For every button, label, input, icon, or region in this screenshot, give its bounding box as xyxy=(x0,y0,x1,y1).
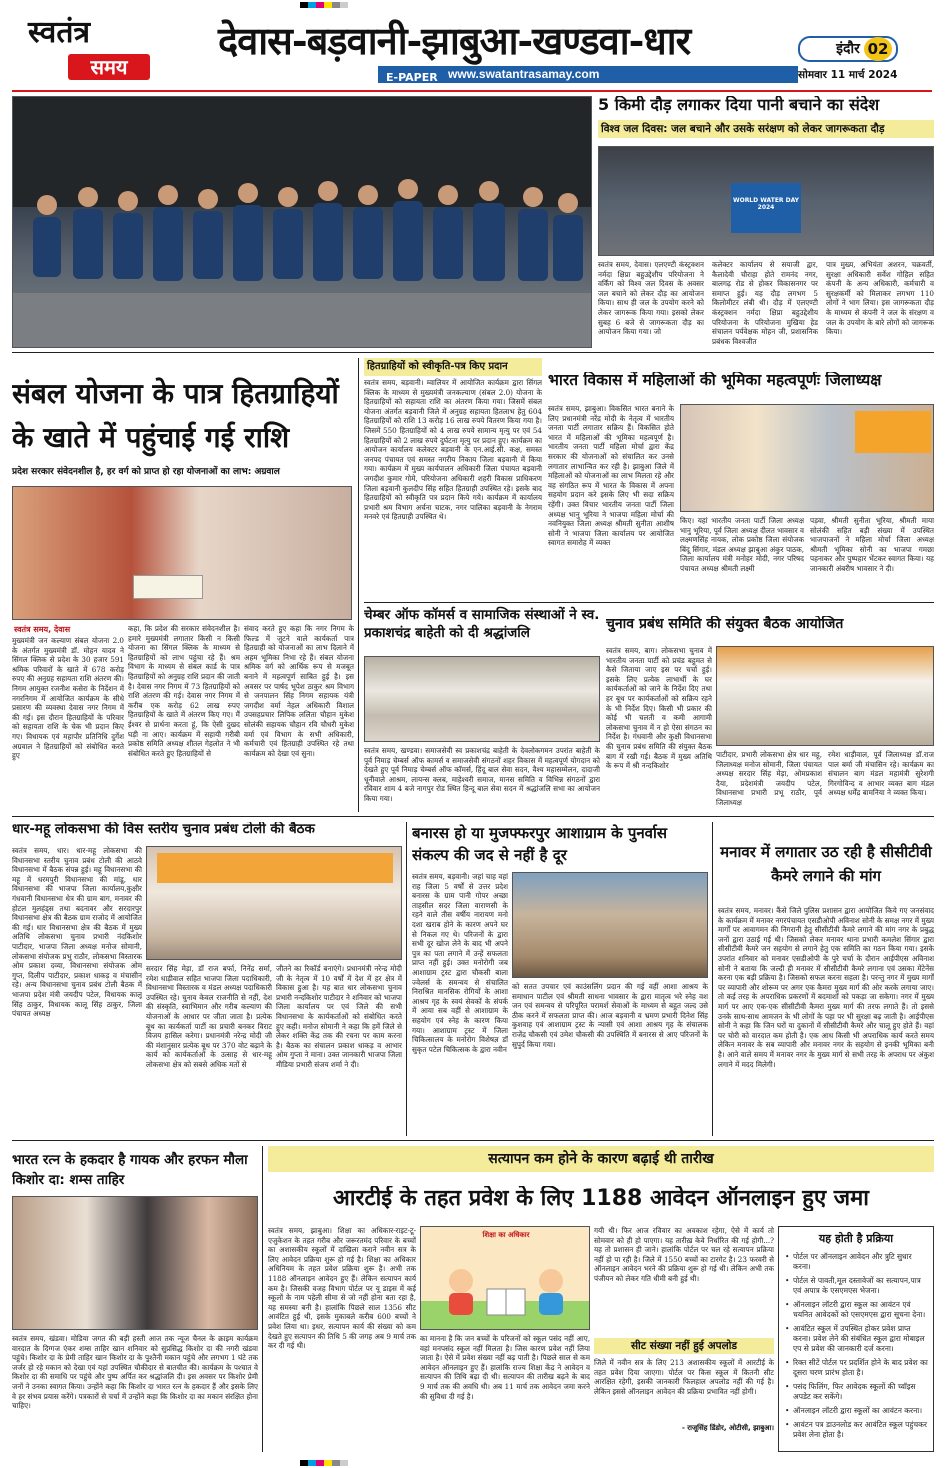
sidebar-item: • पोर्टल पर ऑनलाइन आवेदन और त्रुटि सुधार करना। xyxy=(783,1252,929,1272)
sambal-subhead: प्रदेश सरकार संवेदनशील है, हर वर्ग को प्राप्त हो रहा योजनाओं का लाभ: अग्रवाल xyxy=(12,467,280,477)
women-body-col1: स्वतंत्र समय, झाबुआ। विकसित भारत बनाने के लिए प्रधानमंत्री नरेंद्र मोदी के नेतृत्व में भारतीय जनता पार्टी लगातार सक्रिय हैं। विकसित होते भारत में महिलाओं की भूमिका महत्वपूर्ण है। भारतीय जनता पार्टी महिला मोर्चा द्वारा केंद्र सरकार की योजनाओं को संचालित कर उनसे लगातार लाभान्वित कर रही है। झाबुआ जिले में महिलाओं को योजनाओं का लाभ मिलता रहे और वह संगठित रूप में भारत के विकास में अपना सहयोग प्रदान करे इसके लिए भी सदा सक्रिय रहेंगी। उक्त विचार भारतीय जनता पार्टी जिला अध्यक्ष भानु भूरिया ने भाजपा महिला मोर्चा की नवनियुक्त जिला अध्यक्ष श्रीमती सुनीता आशीष सोनी ने भाजपा जिला कार्यालय पर आयोजित स्वागत समारोह में व्यक्त xyxy=(548,404,674,548)
bharat-ratna-body: स्वतंत्र समय, खंडवा। मोडिया जगत की बड़ी हस्ती आज तक न्यूज चैनल के क्राइम कार्यक्रम वारदात के दिग्गज एंकर शम्स ताहिर खान शनिवार को सुप्रसिद्ध किशोर दा की नगरी खंडवा पहुंचे। किशोर दा के प्रेमी ताहिर खान किशोर दा के पुश्तैनी मकान पहुंचे और लगभग 1 घंटे तक जर्जर हो रहे मकान को देखा एवं यहां उपस्थित चौकीदार से बातचीत की। कार्यक्रम के पश्चात वे किशोर दा की समाधि पर पहुंचे और पुष्प अर्पित कर श्रद्धांजलि दी। इस अवसर पर किशोर प्रेमी जनों ने उनका स्वागत किया। उन्होंने कहा कि किशोर दा भारत रत्न के हकदार हैं और इसके लिए वे हर संभव प्रयास करेंगे। पत्रकारों से चर्चा में उन्होंने कहा कि किशोर दा का मकान संरक्षित होना चाहिए। xyxy=(12,1334,258,1411)
photo-banaras-handover xyxy=(512,872,708,978)
sidebar-title: यह होती है प्रक्रिया xyxy=(818,1232,894,1245)
world-water-day-banner: WORLD WATER DAY 2024 xyxy=(731,183,801,233)
women-headline: भारत विकास में महिलाओं की भूमिका महत्वपूर्णः जिलाध्यक्ष xyxy=(548,372,882,389)
run-crowd-illustration xyxy=(13,97,592,348)
sidebar-item: • ऑनलाइन लॉटरी द्वारा स्कूल का आवंटन एवं चयनित आवेदकों को एसएमएस द्वारा सूचना देना। xyxy=(783,1300,929,1320)
banaras-body-col2: को सतत उपचार एवं काउंसलिंग प्रदान की गई वहीं आशा आश्रय के समाधान पाटील एवं श्रीमती साधना भावसार के द्वारा मातृत्व भरे स्नेह वश जन एवं समन्वय से परिपूरित परामर्श सेवाओं के माध्यम से बहुत जल्द उसे ठीक करने में सफलता प्राप्त की। आज बड़वानी व भ्रमण प्रभारी दिनेश सिंह कुशवाह एवं आशाग्राम ट्रस्ट के न्यासी एवं आशा आश्रय गृह के संचालक राजेंद्र चौकसी एवं उमेश चौकसी की उपस्थिति में बनारस से आए परिजनों के सुपुर्द किया गया। xyxy=(512,982,708,1049)
election-committee-body-col1: स्वतंत्र समय, बाग। लोकसभा चुनाव में भारतीय जनता पार्टी को प्रचंड बहुमत से कैसे जिताया जाए इस पर चर्चा हुई। इसके लिए प्रत्येक लाभार्थी के घर कार्यकर्ताओं को जाने के निर्देश दिए तथा हर बूथ पर कार्यकर्ताओं को सक्रिय रहने के भी निर्देश दिए। किसी भी प्रकार की कोई भी चलती व कमी आगामी लोकसभा चुनाव में न हो ऐसा संगठन का निर्देश है। गंधवानी और कुक्षी विधानसभा की चुनाव प्रबंध समिति की संयुक्त बैठक बाग में रखी गई। बैठक में मुख्य अतिथि के रूप में श्री नन्दकिशोर xyxy=(606,646,712,771)
masthead-divider xyxy=(12,90,932,92)
election-committee-body-col3: रमेश धाड़ीवाल, पूर्व जिलाध्यक्ष डॉ.राज पाल बर्मा जी मंचासिन रहे। कार्यक्रम का संचालन बाग मंडल महामंत्री सुरेशगी गिरगोविन्द व आभार व्यक्त बाग मंडल अध्यक्ष धर्मेंद्र बामनिया ने व्यक्त किया। xyxy=(828,750,934,798)
logo-bottom-text: समय xyxy=(68,54,150,80)
city-name: इंदौर xyxy=(836,41,860,57)
cheque-prop xyxy=(133,575,203,599)
water-day-body-col2: कलेक्टर कार्यालय से सयाजी द्वार, कैलादेवी चौराहा होते रामनंद नगर, बालगढ़ रोड से होकर विकासनगर पर समाप्त हुई। यह दौड़ लगभग 5 किलोमीटर लंबी थी। दौड़ में एलएण्टी कंस्ट्रक्शन नर्मदा क्षिप्रा बहुउद्देशीय परियोजना के परियोजना मुखिया हेड संचालन पर्यवेक्षक मोहन जी, प्रशासनिक प्रबंधक विश्वजीत xyxy=(712,260,818,346)
sidebar-item: • पोर्टल से पावती,मूल दस्तावेजों का सत्यापन,पात्र एवं अपात्र के एसएमएस भेजना। xyxy=(783,1276,929,1296)
sidebar-item: • ऑनलाइन लॉटरी द्वारा स्कूलों का आवंटन करना। xyxy=(783,1406,929,1416)
col-divider-1 xyxy=(358,358,359,812)
banaras-headline: बनारस हो या मुजफ्फरपुर आशाग्राम के पुनर्वास संकल्प की जद से नहीं है दूर xyxy=(412,824,668,864)
bjp-banner xyxy=(855,411,931,453)
chamber-body: स्वतंत्र समय, खण्डवा। समाजसेवी स्व प्रकाशचंद्र बाहेती के देवलोकगमन उपरांत बाहेती के पूर्व निमाड़ चेम्बर्स ऑफ कामर्स व समाजसेवी संगठनों शहर विकास में महत्वपूर्ण योगदान को देखते हुए पूर्व निमाड़ चेम्बर्स ऑफ कॉमर्स, हिंदू बाल सेवा सदन, वैश्य महासम्मेलन, दादाजी धूनीवाले आश्रम, लायन्स क्लब, माहेश्वरी समाज, मानस समिति व विभिन्न संगठनों द्वारा रविवार शाम 4 बजे नागपुर रोड स्थित हिन्दू बाल सेवा सदन में श्रद्धांजलि सभा का आयोजन किया गया। xyxy=(364,746,600,803)
chamber-headline: चेम्बर ऑफ कॉमर्स व सामाजिक संस्थाओं ने स्व. प्रकाशचंद्र बाहेती को दी श्रद्धांजलि xyxy=(364,607,600,641)
masthead xyxy=(0,0,945,92)
col-divider-3 xyxy=(712,822,713,1136)
photo-chamber-tribute xyxy=(364,656,600,742)
rte-kicker xyxy=(268,1146,934,1172)
section-rule-1 xyxy=(12,352,934,353)
page-number: 02 xyxy=(864,37,892,61)
region-title: देवास-बड़वानी-झाबुआ-खण्डवा-धार xyxy=(218,18,691,63)
water-day-body-col3: पात्र मुख्य, अभियंता अशरन, चक्रवर्ती, सुरक्षा अधिकारी सर्वेश गोहिल सहित कंपनी के अन्य अधिकारी, कर्मचारी व सुरक्षकर्मी को मिलाकर लगभग 110 लोगों ने भाग लिया। इस जागरूकता दौड़ के माध्यम से कंपनी ने जल के संरक्षण व जल के उपयोग के बारे लोगों को जागरूक किया। xyxy=(826,260,934,337)
certificate-headline: हितग्राहियों को स्वीकृति-पत्र किए प्रदान xyxy=(364,358,542,376)
water-day-headline: 5 किमी दौड़ लगाकर दिया पानी बचाने का संदेश xyxy=(598,96,880,114)
rte-process-sidebar xyxy=(778,1226,934,1452)
section-rule-3 xyxy=(12,816,934,817)
sidebar-item: • पसंद फिलिंग, फिर आवेदक स्कूलों की च्वॉइस अपडेट कर सकेंगे। xyxy=(783,1382,929,1402)
manawar-headline: मनावर में लगातार उठ रही है सीसीटीवी कैमरे लगाने की मांग xyxy=(720,843,932,885)
photo-bharat-ratna xyxy=(12,1196,258,1330)
edition-date: सोमवार 11 मार्च 2024 xyxy=(798,69,898,81)
banaras-body-col1: स्वतंत्र समय, बड़वानी। जहां चाह वहां राह जिला 5 वर्षों से उत्तर प्रदेश बनारस के ग्राम पानी गोपर अच्छा ताहसील सदर जिला वाराणसी के रहने वाले तीस वर्षीय नारायण मनो दशा खराब होने के कारण अपने घर से निकल गए थे। परिजनों के द्वारा सभी दूर खोज लेने के बाद भी अपने पुत्र का पता लगाने में उन्हें सफलता प्राप्त नहीं हुई। उक्त मनोरोगी जब आशाग्राम ट्रस्ट द्वारा चौकसी बाला ज्वेलर्स के समन्वय से संचालित निराश्रित मानसिक रोगियों के आशा आश्रय गृह के स्वयं सेवकों के संपर्क में आया सब वहीं से आशाग्राम के सहयोग एवं स्नेह के कारण किया गया। आशाग्राम ट्रस्ट में जिला चिकित्सालय के मनोरोग विशेषज्ञ डॉ सुकृत पटेल चिकित्सक के द्वारा नवीन xyxy=(412,872,508,1054)
stage-backdrop xyxy=(157,853,393,883)
rte-body-col1: स्वतंत्र समय, झाबुआ। शिक्षा का अधिकार-राइट-टू-एजुकेशन के तहत गरीब और जरूरतमंद परिवार के बच्चों का अशासकीय स्कूलों में दाखिला कराने नवीन सत्र के लिए आवेदन प्रक्रिया शुरू हो गई है। शिक्षा का अधिकार अधिनियम के तहत प्रवेश प्रक्रिया शुरू है। अभी तक 1188 ऑनलाइन आवेदन हुए हैं। लेकिन सत्यापन कार्य कम है। जिसकी वजह विभाग पोर्टल पर यू डाइस में कई स्कूलों के नाम पहेली सीमा से जो नहीं होना बता रहा है, यह समस्या बनी है। हालांकि पिछले साल 1356 सीट आवंटित हुई थी, इसके मुकाबले करीब 600 बच्चों ने प्रवेश लिया था। इधर, सत्यापन कार्य की संख्या को कम देखते हुए सत्यापन की तिथि 5 की जगह अब 9 मार्च तक कर दी गई थी। xyxy=(268,1226,416,1351)
manawar-body: स्वतंत्र समय, मनावर। कैंसे जिले पुलिस प्रशासन द्वारा आयोजित किये गए जनसंवाद के कार्यक्रम में मनावर नगरपंचायत एसडीओपी अविनाश सोनी के समक्ष नगर में मुख्य मार्गों पर आवागमन की निगरानी हेतु सीसीटीवी कैमरे लगाने की मांग नगर के प्रबुद्ध जनों द्वारा उठाई गई थी। जिसको लेकर मनावर थाना प्रभारी कमलेश सिंगार द्वारा सीसीटीवी कैमरे जन सहयोग से लगाने हेतु एक समिति का गठन किया गया। इसके उपरांत शनिवार को मनावर एसडीओपी के पुरे चर्चा के दौरान आईपीएस अविनाश सोनी ने बताया कि जल्दी ही मनावर में सीसीटीवी कैमरे लगाना एवं उसका मेंटेनेंस करना एक बड़ी प्रक्रिया है। जिसको सफल करना सहला है। परन्तु नगर में मुख्य मार्गों पर व्यापारी और शोरूम पर अगर एक कैमरा मुख्य मार्ग की ओर करके लगाया जाए। तो कई तरह के अपराधिक प्रकरणों में बदमाशों को पकड़ा जा सकेगा। नगर में मुख्य मार्ग पर आए एक-एक सीसीटीवी कैमरा मुख्य मार्ग की तरफ लगाते हैं। तो इससे उनके साथ-साथ आमजन के भी लोगों के पहा पर भी सुरक्षा बढ़ जाती है। आईपीएस सोनी ने कहा कि जिन घरों या दुकानों में सीसीटीवी कैमरे और चालू हुए होते हैं। वहां पर चोरी को वारदात कम होती है। एक आध किसी भी अपराधिक कार्य करते समय लेकिन मनावर के सब व्यापारी और मनावर नगर के सहयोग से इनकी भूमिका बनी है। आने वाले समय में मनावर नगर के मुख्य मार्ग से सभी तरह के अपराध पर अंकुश लगाने में मदद मिलेगी। xyxy=(718,906,934,1069)
dhar-mhow-body-col2: सरदार सिंह मेड़ा, डॉ राज बर्फा, निनेंद्र सर्मा, रमेश धाड़ीवाल सहित भाजपा जिला पदाधिकारी, विधानसभा विस्तारक व मंडल अध्यक्ष पदाधिकारी उपस्थित रहे। चुनाव केवल राजनीति से नहीं, देश की संस्कृति, स्वाभिमान और गरीब कल्याण की योजनाओं के आधार पर जीता जाता है। प्रत्येक बूथ का कार्यकर्ता पार्टी का प्रचारी बनकर विराट विजय हासिल करेगा। प्रधानमंत्री नरेन्द्र मोदी जी की मंशानुसार प्रत्येक बूथ पर 370 वोट बढ़ाने के कार्य को कार्यकर्ताओं के उत्साह से धार-महू लोकसभा क्षेत्र को सबसे अधिक मतों से xyxy=(146,964,272,1069)
women-body-col2: किए। यहां भारतीय जनता पार्टी जिला अध्यक्ष भानु भूरिया, पूर्व जिला अध्यक्ष दीलत भावसार व लक्ष्मणसिंह नायक, लोक प्रकोष्ठ जिला संयोजक बिंदू सिंगार, मंडल अध्यक्ष झाबुआ अंकुर पाठक, जिला कार्यालय मंत्री मनोहर मोदी, नगर परिषद पंचायत अध्यक्ष श्रीमती लक्ष्मी xyxy=(680,516,804,573)
water-day-body-col1: स्वतंत्र समय, देवास। एलएण्टी कंस्ट्रक्शन नर्मदा क्षिप्रा बहुउद्देशीय परियोजना ने वर्किंग को विश्व जल दिवस के अवसर जल बचाने को लेकर दौड़ का आयोजन किया। साथ ही जल के उपयोग करने को लेकर जागरूक किया गया। इसको लेकर सुबह 6 बजे से जागरूकता दौड़ का आयोजन किया गया। जो xyxy=(598,260,704,337)
epaper-label: E-PAPER xyxy=(386,71,438,84)
website-link[interactable]: www.swatantrasamay.com xyxy=(448,67,600,81)
sambal-headline: संबल योजना के पात्र हितग्राहियों के खाते में पहुंचाई गई राशि xyxy=(12,377,339,454)
sambal-byline: स्वतंत्र समय, देवास xyxy=(14,625,71,634)
rte-body-col3: गयी थी। फिर आज रविवार का अवकाश रहेगा, ऐसे में कार्य तो सोमवार को ही हो पाएगा। यह तारीख़ केवे निर्धारित की गई होगी...? यह तो प्रशासन ही जाने। हालांकि पोर्टल पर चल रहे सत्यापन प्रक्रिया नहीं हो पा रही है। जिले में 1550 बच्चों का टारगेट है। 23 फरवरी से ऑनलाइन आवेदन भरने की प्रक्रिया शुरू हो गई थी। लेकिन अभी तक पंजीयन को लेकर गति धीमी बनी हुई थी। xyxy=(594,1226,774,1283)
election-committee-body-col2: पाटीदार, प्रभारी लोकसभा क्षेत्र धार महू, जिलाध्यक्ष मनोज सोमानी, जिला पंचायत अध्यक्ष सरदार सिंह मेड़ा, ओमप्रकाश दैया, प्रदेशमंत्री जयदीप पटेल, विधानसभा प्रभारी प्रभू राठौर, पूर्व जिलाध्यक्ष xyxy=(716,750,822,807)
col-divider-4 xyxy=(262,1146,263,1452)
dhar-mhow-headline: धार-महू लोकसभा की विस स्तरीय चुनाव प्रबंध टोली की बैठक xyxy=(12,822,315,837)
photo-election-meeting xyxy=(716,646,934,746)
election-committee-headline: चुनाव प्रबंध समिति की संयुक्त बैठक आयोजित xyxy=(606,616,844,632)
children-reading-illustration xyxy=(421,1241,590,1330)
sambal-body-col1: मुख्यमंत्री जन कल्याण संबल योजना 2.0 के अंतर्गत मुख्यमंत्री डॉ. मोहन यादव ने सिंगल क्लिक से प्रदेश के 30 हजार 591 श्रमिक परिवारों के खाते में 678 करोड़ रुपए की अनुग्रह सहायता राशि अंतरण की। निगम आयुक्त रजनीश कसेरा के निर्देशन में नगरनिगम में आयोजित कार्यक्रम के सीधे प्रसारण की व्यवस्था देवास नगर निगम में की गई। इस दौरान हितग्राहियों के परिवार को सहायता राशि के चेक भी प्रदान किए गए। विधायक एवं महापौर प्रतिनिधि दुर्गेश अग्रवाल ने हितग्राहियों को संबोधित करते हुए xyxy=(12,636,124,761)
rte-kicker-text: सत्यापन कम होने के कारण बढ़ाई थी तारीख xyxy=(488,1151,714,1167)
dhar-mhow-body-col1: स्वतंत्र समय, धार। धार-महू लोकसभा की विधानसभा स्तरीय चुनाव प्रबंध टोली की आठवे विधानसभा में बैठक संपन्न हुई। महू विधानसभा की महू में धरमपुरी विधानसभा की मांडू, धार विधानसभा की भाजपा जिला कार्यालय,कुक्षीर गंधवानी विधानसभा धेत्र की ग्राम बाग, मनावर की होटल मुलहंड्स तथा बदनावर और सरदारपुर विधानसभा क्षेत्र की बैठक ग्राम राजोद में आयोजित की गई। धार विधानसभा क्षेत्र की बैठक में मुख्य अतिथि लोकसभा चुनाव प्रभारी नंदकिशोर पाटीदार, भाजपा जिला अध्यक्ष मनोज सोमानी, लोकसभा संयोजक प्रभु राठौर, लोकसभा विस्तारक ओम प्रकाश दव्या, विधानसभा संयोजक ओम गुप्त, दिलीप पाटीदार, प्रकाश धाकड़ व मंचासीन रहे। अन्य विधानसभा चुनाव प्रबंध टोली बैठक में भाजपा प्रदेश मंत्री जयदीप पटेल, विधायक कालू सिंह ठाकुर, विधायक कालू सिंह ठाकुर, जिला पंचायत अध्यक्ष xyxy=(12,846,142,1019)
certificate-body: स्वतंत्र समय, बड़वानी। म्वालियर में आयोजित कार्यक्रम द्वारा सिंगल क्लिक के माध्यम से मुख्यमंत्री जनकल्याण (संबल 2.0) योजना के हितग्राहियों को सहायता राशि का अंतरण किया गया। जिसमें संबल योजना अंतर्गत बड़वानी जिले में अनुग्रह सहायता हितलाभ हेतु 604 हितग्राहियों को राशि 13 करोड़ 16 लाख रुपये वितरण किया गया है। जिसमें 550 हितग्राहियों को 4 लाख रुपये सामान्य मृत्यु पर एवं 54 हितग्राहियों को 2 लाख रुपये दुर्घटना मृत्यु पर प्रदान हुए। कार्यक्रम का आयोजन कार्यालय कलेक्टर बड़वानी के एन.आई.सी. कक्ष, समस्त जनपद पंचायत एवं समस्त नगरीय निकाय जिला बड़वानी में किया गया। कार्यक्रम में मुख्य कार्यपालन अधिकारी जिला पंचायत बड़वानी जगदीश कुमार गोमे, परियोजना अधिकारी शहरी विकास प्राधिकरण जिला बड़वानी कुलदीप सिंह सहित हितग्राही उपस्थित रहे। इसके बाद हितग्राहियों को स्वीकृति पत्र प्रदान किये गये। कार्यक्रम में कार्यालय प्रभारी श्रम विभाग अर्चना चाटक, नगर पालिका बड़वानी के नेगराम मनवरे एवं हितग्राही उपस्थित थे। xyxy=(364,378,542,522)
rte-body-col4: जिले में नवीन सत्र के लिए 213 अशासकीय स्कूलों में आरटीई के तहत प्रवेश दिया जाएगा। पोर्टल पर किस स्कूल में कितनी सीट आरक्षित रहेगी, इसकी जानकारी फिलहाल अपलोड नहीं की गई है। लेकिन इससे ऑनलाइन आवेदन की प्रक्रिया प्रभावित नहीं होगी। xyxy=(594,1358,774,1396)
sidebar-item: • रिक्त सीटें पोर्टल पर प्रदर्शित होने के बाद प्रवेश का दूसरा चरण प्रारंभ होता है। xyxy=(783,1358,929,1378)
women-body-col3: पड़वा, श्रीमती सुनीता भूरिया, श्रीमती माया सोलंकी सहित बड़ी संख्या में उपस्थित भाजपाजनों ने महिला मोर्चा जिला अध्यक्ष श्रीमती भूमिका सोनी का भाजपा गमछा पहनाकर और पुष्पहार भेंटकर स्वागत किया। यह जानकारी अंबरीष भावसार ने दी। xyxy=(810,516,934,573)
rte-author: - राजूसिंह डिंडोर, ओटीसी, झाबुआ। xyxy=(681,1424,774,1432)
photo-women-event xyxy=(680,404,934,512)
sambal-body-col2: कहा, कि प्रदेश की सरकार संवेदनशील है। हमारे मुख्यमंत्री लगातार किसी न किसी योजना का सिंगल क्लिक के माध्यम से हितग्राहियों को लाभ पहुंचा रहे हैं। श्रम विभाग के माध्यम से संबल कार्ड के पात्र हितग्राहियों को अनुग्रह राशि प्रदान की जाती है। देवास नगर निगम में 73 हितग्राहियों को राशि अंतरण की गई। देवास नगर निगम में करीब एक करोड़ 62 लाख रुपए हितग्राहियों के खाते में अंतरण किए गए। मैं ईश्वर से प्रार्थना करता हूं, कि ऐसी दुखद घड़ी ना आए। कार्यक्रम में सहायी गरीबी प्रकोष्ठ समिति अध्यक्ष शीतल गेहलोत ने भी संबोधित करते हुए हितग्राहियों से xyxy=(128,624,240,758)
rte-body-col2: का मानना है कि जन बच्चों के परिजनों को स्कूल पसंद नहीं आए, वहां मनपसंद स्कूल नहीं मिलता है। जिस कारण प्रवेश नहीं लिया जाता है। ऐसे में प्रवेश संख्या नहीं बढ़ पाती है। पिछले साल से कम आवेदन ऑनलाइन हुए हैं। हालांकि राज्य शिक्षा केंद्र ने आवेदन व सत्यापन की तिथि बढ़ा दी थी। सत्यापन की तारीख बढ़ने के बाद 9 मार्च तक की अवधि थी। अब 11 मार्च तक आवेदन जमा करने की सुविधा दी गई है। xyxy=(420,1334,590,1401)
sidebar-item: • आवंटन पत्र डाउनलोड कर आवंटित स्कूल पहुंचकर प्रवेश लेना होता है। xyxy=(783,1420,929,1440)
section-rule-2 xyxy=(364,602,934,603)
water-day-subhead: विश्व जल दिवस: जल बचाने और उसके सरंक्षण को लेकर जागरूकता दौड़ xyxy=(598,120,934,138)
logo xyxy=(28,15,158,82)
photo-sambal-cheque xyxy=(12,486,352,620)
sambal-body-col3: संवाद करते हुए कहा कि नगर निगम के फिल्ड में जुटने वाले कार्यकर्ता पात्र हितग्राही को योजनाओं का लाभ दिलाने में अहम भूमिका निभा रहे हैं। संबल योजना श्रमिक वर्ग को आर्थिक रूप से मजबूत बनाने में महत्वपूर्ण साबित हुई है। इस अवसर पर पार्षद भूपेश ठाकुर श्रम विभाग से जनपालन सिंह निगम सहायक यंत्री जगदीश वर्मा नेहल अधिकारी विशाल उपसहप्रचार लिपिक ललिता चौहान मुकेश सोलंकी सहायक चौहान रवि चौधरी मुकेश वर्मा एवं विभाग के सभी अधिकारी, कर्मचारी एवं हितग्राही उपस्थित रहे तथा कार्यक्रम को देखा एवं सुना। xyxy=(244,624,354,758)
sidebar-item: • आवंटित स्कूल में उपस्थित होकर प्रवेश प्राप्त करना। प्रवेश लेने की संबंधित स्कूल द्वारा मोबाइल एप से प्रवेश की जानकारी दर्ज करना। xyxy=(783,1324,929,1354)
logo-top-text: स्वतंत्र xyxy=(28,15,91,50)
col-divider-2 xyxy=(406,822,407,1136)
photo-water-day-group xyxy=(598,146,934,256)
photo-rte-illustration xyxy=(420,1226,590,1330)
rte-sub-headline: सीट संख्या नहीं हुई अपलोड xyxy=(594,1338,774,1354)
rte-illustration-caption: शिक्षा का अधिकार xyxy=(482,1231,530,1239)
dhar-mhow-body-col3: जीतने का रिकॉर्ड बनाएंगे। प्रधानमंत्री नरेन्द्र मोदी जी के नेतृत्व में 10 वर्षों में देश में हर क्षेत्र में विकास हुआ है। यह बात धार लोकसभा चुनाव प्रभारी नन्दकिशोर पाटीदार ने शनिवार को भाजपा जिला कार्यालय पर एवं जिले की सभी विधानसभा के कार्यकर्ताओं को संबोधित करते हुए कही। मनोज सोमानी ने कहा कि हमें जिले से लेकर शक्ति केंद्र तक की रचना पर काम करना है। बैठक का संचालन प्रकाश धाकड़ व आभार ओम गुप्ता ने माना। उक्त जानकारी भाजपा जिला मीडिया प्रभारी संजय शर्मा ने दी। xyxy=(276,964,402,1069)
bharat-ratna-headline: भारत रत्न के हकदार है गायक और हरफन मौला किशोर दा: शम्स ताहिर xyxy=(12,1152,248,1188)
photo-dhar-mhow-meeting xyxy=(146,846,402,960)
rte-headline: आरटीई के तहत प्रवेश के लिए 1188 आवेदन ऑनलाइन हुए जमा xyxy=(333,1186,869,1211)
registration-marks-bottom xyxy=(300,1460,348,1466)
photo-water-day-run xyxy=(12,96,592,348)
section-rule-4 xyxy=(12,1140,934,1141)
